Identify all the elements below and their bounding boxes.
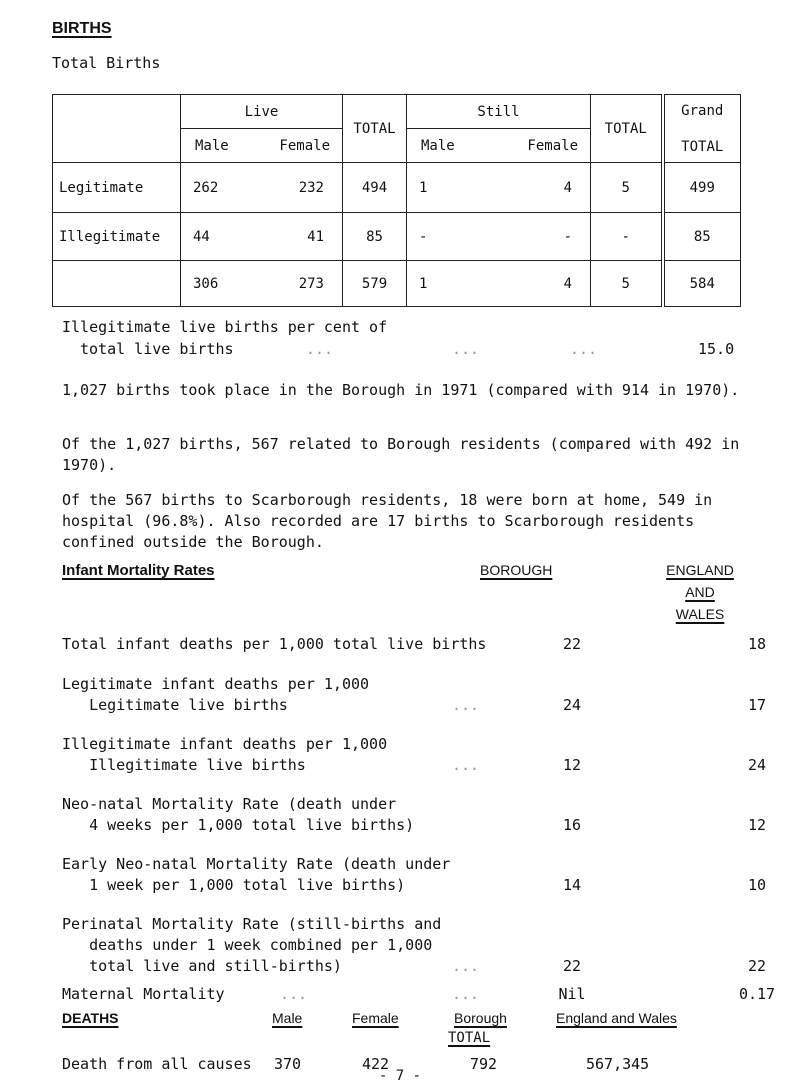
- still-total: 5: [591, 261, 663, 307]
- rate-label-line: Total infant deaths per 1,000 total live births: [62, 635, 487, 653]
- rate-row-total-infant: [62, 634, 767, 655]
- leader-dots: ...: [570, 340, 598, 358]
- illegit-pct-line2: total live births: [80, 340, 234, 358]
- deaths-heading: DEATHS: [62, 1010, 119, 1026]
- header-live-total: TOTAL: [343, 95, 407, 163]
- live-female: 232: [298, 179, 324, 196]
- rate-borough: 22: [562, 635, 582, 653]
- rate-label-line: Maternal Mortality: [62, 985, 225, 1003]
- rate-borough: 16: [562, 816, 582, 834]
- live-values: [181, 261, 343, 307]
- live-values: [181, 163, 343, 213]
- deaths-col-england: England and Wales: [556, 1010, 677, 1026]
- rate-borough: 12: [562, 756, 582, 774]
- still-total: -: [591, 213, 663, 261]
- rate-england: 0.17: [738, 985, 776, 1003]
- deaths-col-female: Female: [352, 1010, 399, 1026]
- row-label: Illegitimate: [53, 213, 181, 261]
- deaths-male: 370: [274, 1055, 302, 1073]
- rate-borough: 22: [562, 957, 582, 975]
- rate-label-line: 1 week per 1,000 total live births): [62, 876, 406, 894]
- header-live-male: Male: [195, 137, 229, 154]
- rate-row-neonatal: [62, 794, 767, 836]
- still-values: [407, 261, 591, 307]
- leader-dots: ...: [452, 985, 480, 1003]
- header-live-sex: [181, 129, 343, 163]
- still-female: 4: [563, 275, 572, 292]
- header-live-female: Female: [279, 137, 330, 154]
- still-male: -: [419, 228, 428, 245]
- live-values: [181, 213, 343, 261]
- rate-label-line: total live and still-births): [62, 957, 342, 975]
- live-male: 262: [193, 179, 219, 196]
- live-total: 85: [343, 213, 407, 261]
- still-values: [407, 213, 591, 261]
- live-female: 41: [307, 228, 324, 245]
- illegit-pct-value: 15.0: [698, 340, 735, 358]
- rate-england: 12: [747, 816, 767, 834]
- table-row-illegitimate: [53, 213, 741, 261]
- header-grand-line2: TOTAL: [681, 138, 724, 155]
- rate-label-line: Illegitimate infant deaths per 1,000: [62, 735, 388, 753]
- rate-label-line: Neo-natal Mortality Rate (death under: [62, 795, 397, 813]
- col-header-england-line1: ENGLAND: [666, 562, 734, 578]
- rate-row-perinatal: [62, 914, 767, 977]
- still-male: 1: [419, 179, 428, 196]
- deaths-col-borough-total: TOTAL: [448, 1030, 491, 1046]
- leader-dots: ...: [452, 696, 480, 714]
- illegit-pct-line1: Illegitimate live births per cent of: [62, 318, 388, 336]
- live-female: 273: [298, 275, 324, 292]
- table-row-legitimate: [53, 163, 741, 213]
- still-values: [407, 163, 591, 213]
- live-male: 44: [193, 228, 210, 245]
- rate-label-line: Illegitimate live births: [62, 756, 306, 774]
- page-heading: BIRTHS: [52, 20, 112, 37]
- header-still-female: Female: [527, 137, 578, 154]
- grand-total: 85: [663, 213, 741, 261]
- rate-label-line: Legitimate infant deaths per 1,000: [62, 675, 370, 693]
- deaths-col-male: Male: [272, 1010, 303, 1026]
- header-grand-line1: Grand: [681, 102, 724, 119]
- rate-england: 17: [747, 696, 767, 714]
- rate-borough: Nil: [558, 985, 586, 1003]
- row-label: [53, 261, 181, 307]
- rate-england: 24: [747, 756, 767, 774]
- page-number: - 7 -: [378, 1068, 422, 1084]
- births-table: [52, 94, 741, 307]
- grand-total: 584: [663, 261, 741, 307]
- rate-england: 22: [747, 957, 767, 975]
- deaths-col-borough: Borough: [454, 1010, 507, 1026]
- rate-england: 10: [747, 876, 767, 894]
- still-male: 1: [419, 275, 428, 292]
- paragraph-births-1971: 1,027 births took place in the Borough in 1971 (compared with 914 in 1970).: [62, 381, 740, 399]
- rate-england: 18: [747, 635, 767, 653]
- leader-dots: ...: [452, 340, 480, 358]
- col-header-borough: BOROUGH: [480, 562, 553, 578]
- rate-borough: 24: [562, 696, 582, 714]
- header-still: Still: [407, 95, 591, 129]
- deaths-borough-total: 792: [470, 1055, 498, 1073]
- deaths-row-label: Death from all causes: [62, 1055, 252, 1073]
- rate-label-line: Perinatal Mortality Rate (still-births and: [62, 915, 442, 933]
- rate-label-line: Early Neo-natal Mortality Rate (death under: [62, 855, 451, 873]
- leader-dots: ...: [306, 340, 334, 358]
- header-still-male: Male: [421, 137, 455, 154]
- header-live: Live: [181, 95, 343, 129]
- live-total: 494: [343, 163, 407, 213]
- rate-row-early-neonatal: [62, 854, 767, 896]
- header-still-sex: [407, 129, 591, 163]
- rate-label-line: deaths under 1 week combined per 1,000: [62, 936, 433, 954]
- paragraph-scarborough-residents: Of the 567 births to Scarborough residents, 18 were born at home, 549 in hospital (96.8%). Also recorded are 17 births to Scarborough residents confined outside the Borough.: [62, 491, 722, 551]
- paragraph-borough-residents: Of the 1,027 births, 567 related to Borough residents (compared with 492 in 1970).: [62, 435, 749, 474]
- deaths-female: 422: [362, 1055, 390, 1073]
- leader-dots: ...: [280, 985, 308, 1003]
- live-male: 306: [193, 275, 219, 292]
- infant-mortality-heading: Infant Mortality Rates: [62, 562, 215, 579]
- col-header-england-line2: AND: [685, 584, 715, 600]
- still-female: 4: [563, 179, 572, 196]
- grand-total: 499: [663, 163, 741, 213]
- rate-label-line: 4 weeks per 1,000 total live births): [62, 816, 415, 834]
- header-still-total: TOTAL: [591, 95, 663, 163]
- rate-borough: 14: [562, 876, 582, 894]
- row-label: Legitimate: [53, 163, 181, 213]
- still-female: -: [563, 228, 572, 245]
- still-total: 5: [591, 163, 663, 213]
- table-row-total: [53, 261, 741, 307]
- live-total: 579: [343, 261, 407, 307]
- rate-row-maternal: [62, 984, 776, 1005]
- col-header-england-line3: WALES: [675, 606, 725, 622]
- leader-dots: ...: [452, 957, 480, 975]
- table-corner-cell: [53, 95, 181, 163]
- deaths-england: 567,345: [586, 1055, 650, 1073]
- rate-label-line: Legitimate live births: [62, 696, 288, 714]
- page-subheading: Total Births: [52, 54, 161, 72]
- leader-dots: ...: [452, 756, 480, 774]
- rate-row-legitimate: [62, 674, 767, 716]
- header-grand-total: [663, 95, 741, 163]
- rate-row-illegitimate: [62, 734, 767, 776]
